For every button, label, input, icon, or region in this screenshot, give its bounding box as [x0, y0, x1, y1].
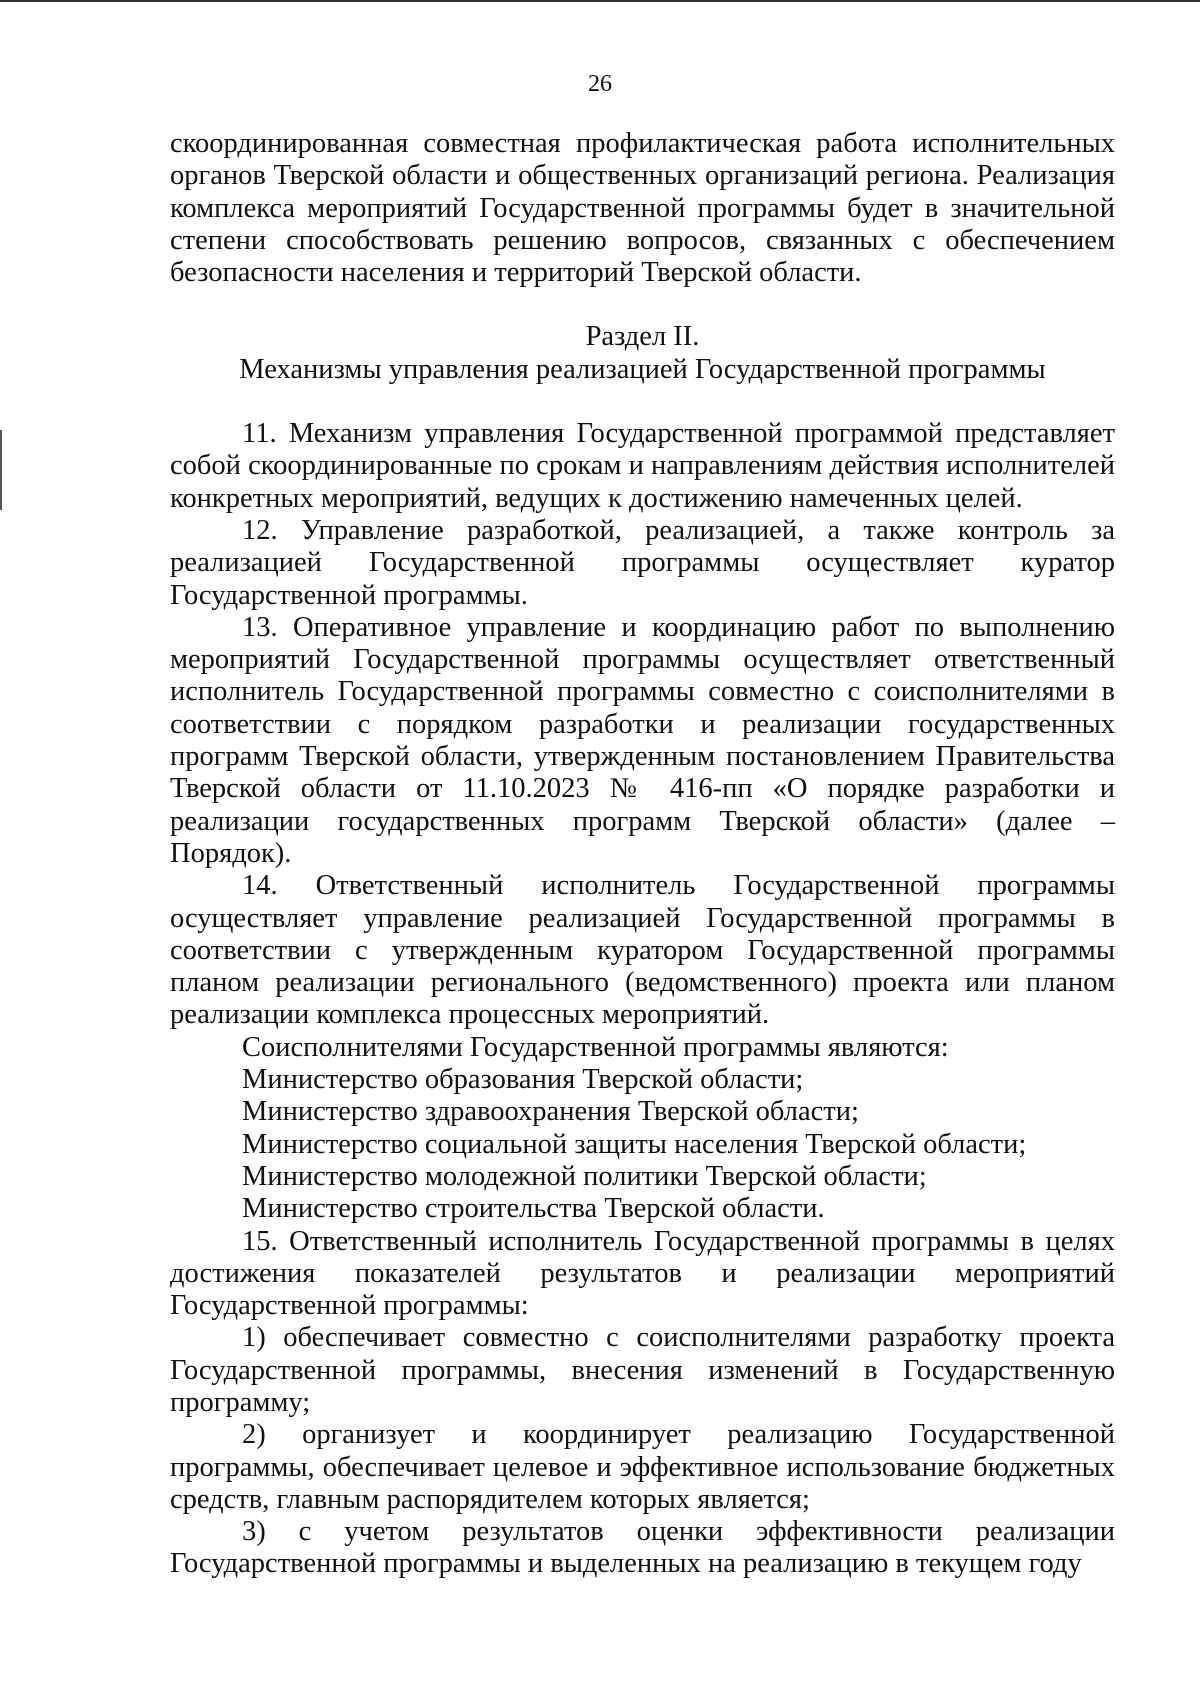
- page-number: 26: [588, 71, 612, 97]
- coexecutors-intro: Соисполнителями Государственной программы являются:: [242, 1031, 949, 1063]
- scan-edge-left: [0, 430, 2, 510]
- paragraph-13: 13. Оперативное управление и координацию работ по выполнению мероприятий Государственной программы осуществляет ответственный исполнитель Государственной программы совместно с соисполнителями в соответствии с порядком разработки и реализации государственных программ Тверской области, утвержденным постановлением Правительства Тверской области от 11.10.2023 № 416-пп «О порядке разработки и реализации государственных программ Тверской области» (далее – Порядок).: [170, 611, 1115, 869]
- coexecutor-item: Министерство социальной защиты населения Тверской области;: [242, 1128, 1027, 1160]
- paragraph-12: 12. Управление разработкой, реализацией, а также контроль за реализацией Государственной программы осуществляет куратор Государственной программы.: [170, 514, 1115, 611]
- spacer: [170, 386, 1115, 418]
- coexecutor-item: Министерство здравоохранения Тверской области;: [242, 1096, 859, 1128]
- scan-edge-top: [0, 0, 1200, 2]
- document-body: [170, 128, 1115, 1581]
- coexecutor-item: Министерство молодежной политики Тверской области;: [242, 1160, 927, 1192]
- list-item-2: 2) организует и координирует реализацию Государственной программы, обеспечивает целевое и эффективное использование бюджетных средств, главным распорядителем которых является;: [170, 1419, 1115, 1515]
- paragraph-15: 15. Ответственный исполнитель Государственной программы в целях достижения показателей результатов и реализации мероприятий Государственной программы:: [170, 1225, 1115, 1322]
- coexecutor-item: Министерство образования Тверской области;: [242, 1064, 804, 1096]
- paragraph-11: 11. Механизм управления Государственной программой представляет собой скоординированные по срокам и направлениям действия исполнителей конкретных мероприятий, ведущих к достижению намеченных целей.: [170, 418, 1115, 514]
- intro-paragraph: скоординированная совместная профилактическая работа исполнительных органов Тверской области и общественных организаций региона. Реализация комплекса мероприятий Государственной программы будет в значительной степени способствовать решению вопросов, связанных с обеспечением безопасности населения и территорий Тверской области.: [170, 128, 1115, 289]
- list-item-3: 3) с учетом результатов оценки эффективности реализации Государственной программы и выделенных на реализацию в текущем году: [170, 1516, 1115, 1580]
- coexecutor-item: Министерство строительства Тверской области.: [242, 1193, 825, 1225]
- section-label: Раздел II.: [585, 321, 700, 353]
- list-item-1: 1) обеспечивает совместно с соисполнителями разработку проекта Государственной программы, внесения изменений в Государственную программу;: [170, 1322, 1115, 1418]
- paragraph-14: 14. Ответственный исполнитель Государственной программы осуществляет управление реализацией Государственной программы в соответствии с утвержденным куратором Государственной программы планом реализации регионального (ведомственного) проекта или планом реализации комплекса процессных мероприятий.: [170, 870, 1115, 1031]
- spacer: [170, 289, 1115, 321]
- section-title: Механизмы управления реализацией Государственной программы: [239, 353, 1046, 385]
